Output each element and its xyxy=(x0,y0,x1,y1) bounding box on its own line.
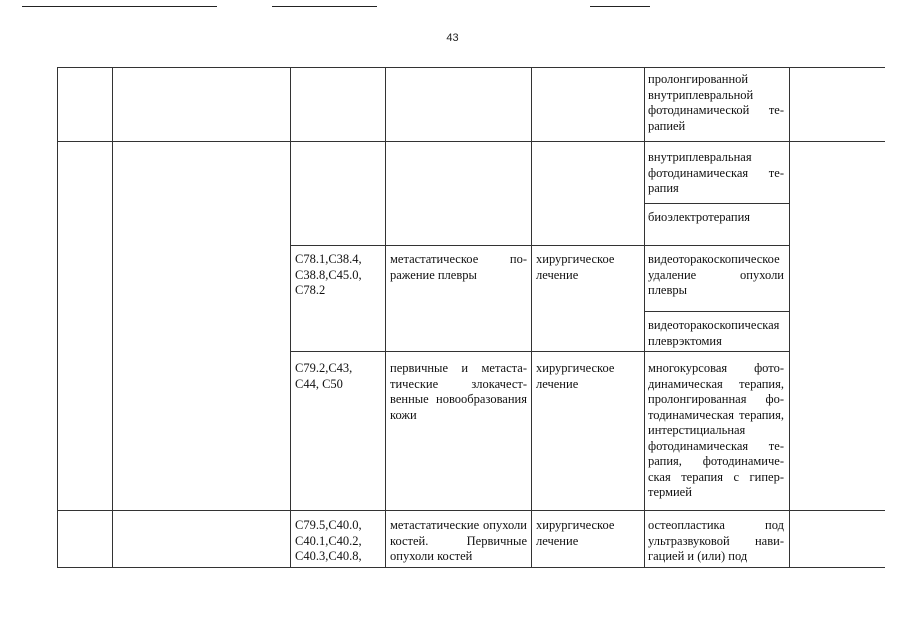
treatment-type-cell: хирургическое лечение xyxy=(536,518,615,548)
method-cell: пролонгированной внутриплевральной фотодинамической терапией xyxy=(648,72,784,133)
column-divider xyxy=(531,67,532,568)
page-number: 43 xyxy=(446,32,459,44)
diagnosis-cell: метастатические опухоли костей. Первичные опухоли костей xyxy=(390,518,527,563)
method-cell: многокурсовая фотодинамическая терапия, пролонгированная фотодинамическая терапия, интерстициальная фотодинамическая терапия, фотодинамическая терапия с гипертермией xyxy=(648,361,784,499)
diagnosis-cell: метастатическое поражение плевры xyxy=(390,252,527,282)
icd-codes-cell: C79.5,C40.0, C40.1,C40.2, C40.3,C40.8, xyxy=(295,518,362,563)
column-divider xyxy=(789,67,790,568)
treatment-type-cell: хирургическое лечение xyxy=(536,361,615,391)
diagnosis-cell: первичные и метастатические злокачественные новообразования кожи xyxy=(390,361,527,422)
row-separator xyxy=(290,351,789,352)
column-divider xyxy=(290,67,291,568)
treatment-type-cell: хирургическое лечение xyxy=(536,252,615,282)
row-separator xyxy=(644,311,789,312)
row-separator xyxy=(57,141,885,142)
row-separator xyxy=(644,203,789,204)
method-cell: видеоторакоскопическая плеврэктомия xyxy=(648,318,780,348)
column-divider xyxy=(112,67,113,568)
method-cell: остеопластика под ультразвуковой навигацией и (или) под xyxy=(648,518,784,563)
table-bottom-border xyxy=(57,567,885,568)
method-cell: биоэлектротерапия xyxy=(648,210,751,224)
table-top-border xyxy=(57,67,885,68)
row-separator xyxy=(57,510,885,511)
column-divider xyxy=(644,67,645,568)
method-cell: внутриплевральная фотодинамическая терапия xyxy=(648,150,784,195)
icd-codes-cell: C79.2,C43, C44, C50 xyxy=(295,361,353,391)
column-divider xyxy=(385,67,386,568)
icd-codes-cell: C78.1,C38.4, C38.8,C45.0, C78.2 xyxy=(295,252,362,297)
table-left-border xyxy=(57,67,58,568)
row-separator xyxy=(290,245,789,246)
method-cell: видеоторакоскопическое удаление опухоли плевры xyxy=(648,252,784,297)
